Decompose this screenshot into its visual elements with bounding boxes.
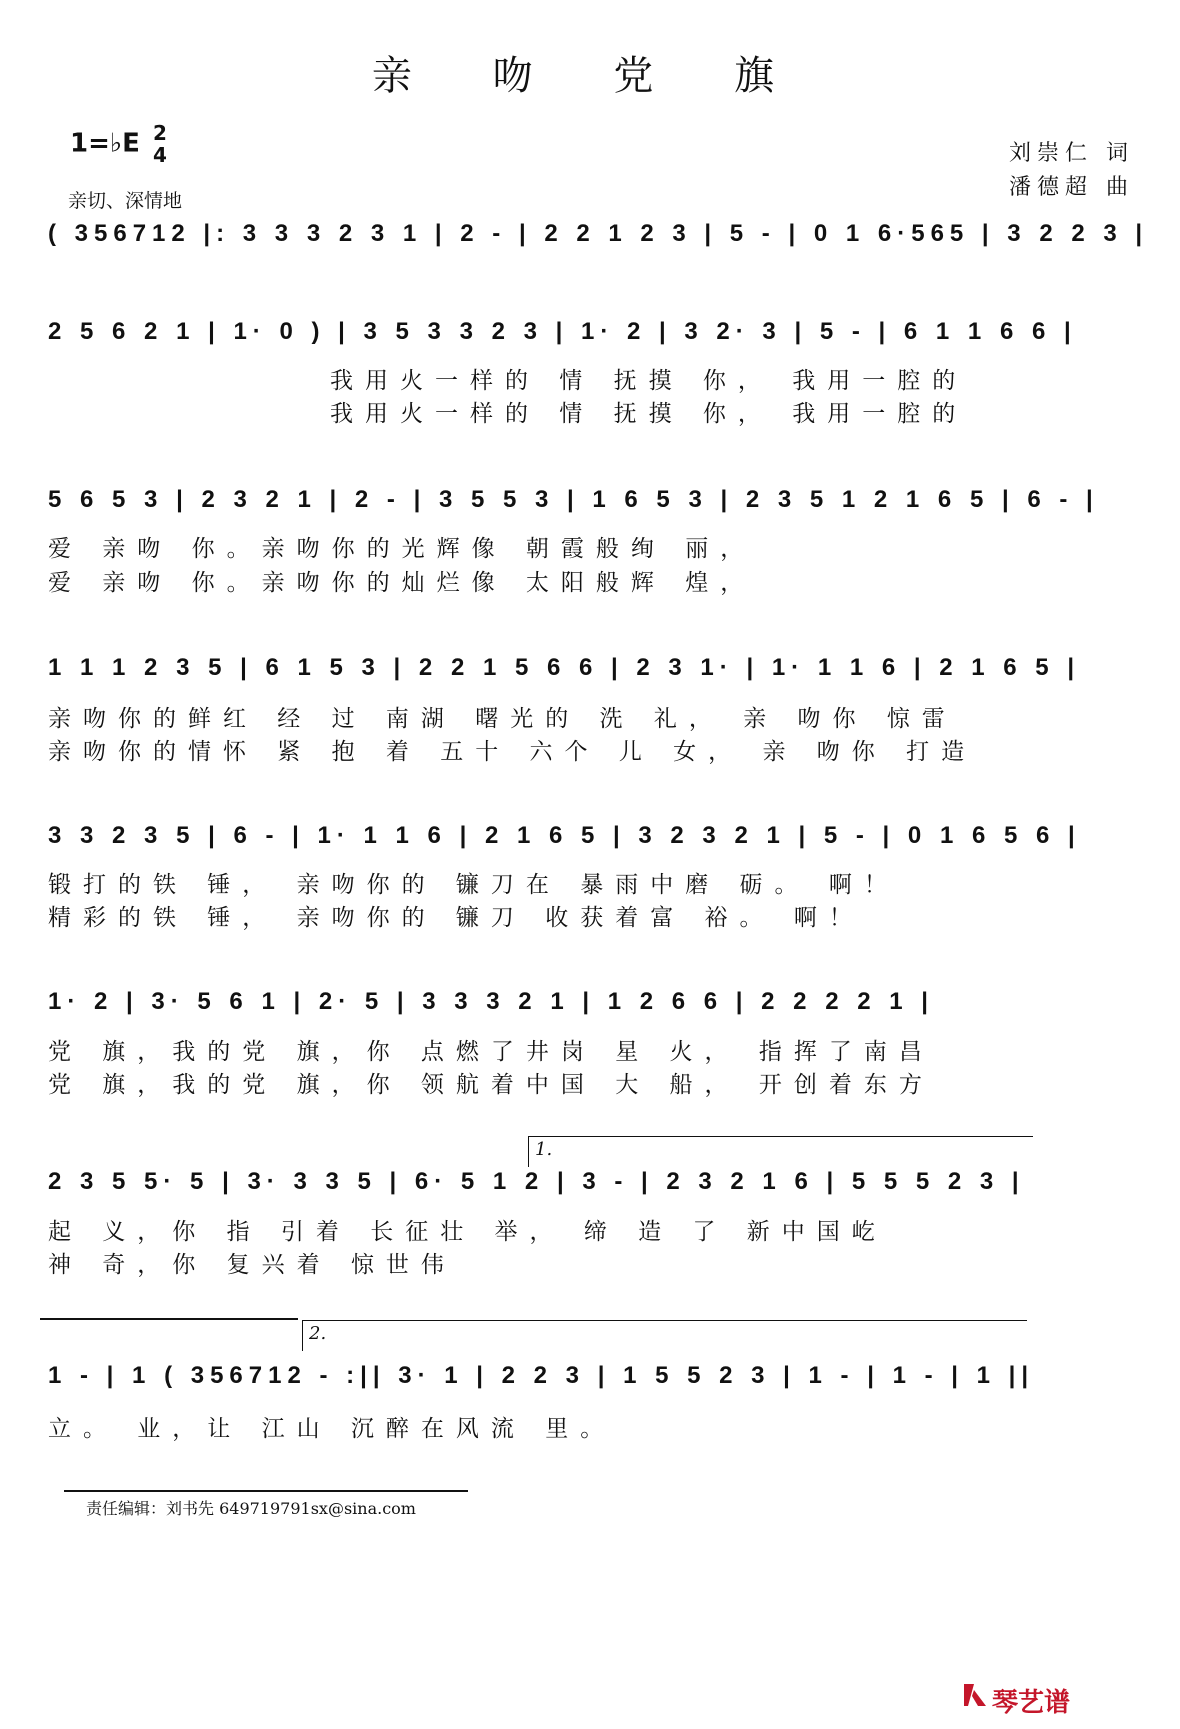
lyric-verse-1: 亲吻你的鲜红 经 过 南湖 曙光的 洗 礼， 亲 吻你 惊雷 bbox=[48, 706, 957, 732]
notation-line: 5 6 5 3 | 2 3 2 1 | 2 - | 3 5 5 3 | 1 6 5 3 | 2 3 5 1 2 1 6 5 | 6 - | bbox=[48, 486, 1099, 513]
notation-line: 3 3 2 3 5 | 6 - | 1· 1 1 6 | 2 1 6 5 | 3 2 3 2 1 | 5 - | 0 1 6 5 6 | bbox=[48, 822, 1081, 849]
lyric-verse-2: 精彩的铁 锤， 亲吻你的 镰刀 收获着富 裕。 啊！ bbox=[48, 905, 864, 931]
separator-line bbox=[40, 1318, 298, 1320]
lyricist-credit: 刘崇仁 词 bbox=[1009, 141, 1134, 166]
lyric-verse-1: 党 旗，我的党 旗，你 点燃了井岗 星 火， 指挥了南昌 bbox=[48, 1039, 934, 1065]
editor-credit: 责任编辑：刘书先 649719791sx@sina.com bbox=[86, 1499, 416, 1518]
lyric-verse-1: 锻打的铁 锤， 亲吻你的 镰刀在 暴雨中磨 砺。 啊！ bbox=[48, 872, 899, 898]
score-system-7 bbox=[48, 1168, 1138, 1214]
lyric-verse-1: 爱 亲吻 你。亲吻你的光辉像 朝霞般绚 丽， bbox=[48, 536, 756, 562]
time-denominator: 4 bbox=[152, 143, 167, 167]
lyric-verse-1: 起 义，你 指 引着 长征壮 举， 缔 造 了 新中国屹 bbox=[48, 1219, 887, 1245]
key-label: 1=♭E bbox=[70, 128, 140, 159]
lyric-verse-2: 亲吻你的情怀 紧 抱 着 五十 六个 儿 女， 亲 吻你 打造 bbox=[48, 739, 977, 765]
brand-logo-icon bbox=[960, 1680, 990, 1710]
lyric-verse-2: 爱 亲吻 你。亲吻你的灿烂像 太阳般辉 煌， bbox=[48, 570, 756, 596]
notation-line: 1 - | 1 ( 356712 - :|| 3· 1 | 2 2 3 | 1 5 5 2 3 | 1 - | 1 - | 1 || bbox=[48, 1362, 1035, 1389]
first-ending-label: 1. bbox=[535, 1139, 553, 1160]
first-ending-bracket bbox=[528, 1136, 1033, 1167]
notation-line: ( 356712 |: 3 3 3 2 3 1 | 2 - | 2 2 1 2 3 | 5 - | 0 1 6·565 | 3 2 2 3 | bbox=[48, 220, 1149, 247]
page-title: 亲 吻 党 旗 bbox=[371, 53, 809, 99]
lyric-verse-1: 立。 业，让 江山 沉醉在风流 里。 bbox=[48, 1416, 616, 1442]
score-system-6 bbox=[48, 988, 1138, 1034]
score-system-1 bbox=[48, 220, 1149, 266]
score-system-4 bbox=[48, 654, 1138, 700]
lyric-verse-2: 党 旗，我的党 旗，你 领航着中国 大 船， 开创着东方 bbox=[48, 1072, 934, 1098]
footer-rule bbox=[64, 1490, 468, 1492]
key-signature bbox=[70, 122, 167, 166]
score-system-5 bbox=[48, 822, 1138, 868]
score-system-2 bbox=[48, 318, 1138, 364]
lyric-verse-2: 我用火一样的 情 抚摸 你， 我用一腔的 bbox=[330, 401, 968, 427]
notation-line: 1 1 1 2 3 5 | 6 1 5 3 | 2 2 1 5 6 6 | 2 3 1· | 1· 1 1 6 | 2 1 6 5 | bbox=[48, 654, 1081, 681]
lyric-verse-1: 我用火一样的 情 抚摸 你， 我用一腔的 bbox=[330, 368, 968, 394]
tempo-mood: 亲切、深情地 bbox=[68, 190, 183, 212]
time-numerator: 2 bbox=[152, 121, 167, 145]
lyric-verse-2: 神 奇，你 复兴着 惊世伟 bbox=[48, 1252, 456, 1278]
score-system-8 bbox=[48, 1362, 1138, 1408]
second-ending-label: 2. bbox=[309, 1323, 327, 1344]
brand-name: 琴艺谱 bbox=[991, 1688, 1070, 1718]
notation-line: 2 5 6 2 1 | 1· 0 ) | 3 5 3 3 2 3 | 1· 2 | 3 2· 3 | 5 - | 6 1 1 6 6 | bbox=[48, 318, 1077, 345]
time-signature bbox=[153, 122, 167, 166]
score-system-3 bbox=[48, 486, 1138, 532]
notation-line: 2 3 5 5· 5 | 3· 3 3 5 | 6· 5 1 2 | 3 - | 2 3 2 1 6 | 5 5 5 2 3 | bbox=[48, 1168, 1025, 1195]
second-ending-bracket bbox=[302, 1320, 1027, 1351]
notation-line: 1· 2 | 3· 5 6 1 | 2· 5 | 3 3 3 2 1 | 1 2 6 6 | 2 2 2 2 1 | bbox=[48, 988, 934, 1015]
composer-credit: 潘德超 曲 bbox=[1009, 175, 1134, 200]
